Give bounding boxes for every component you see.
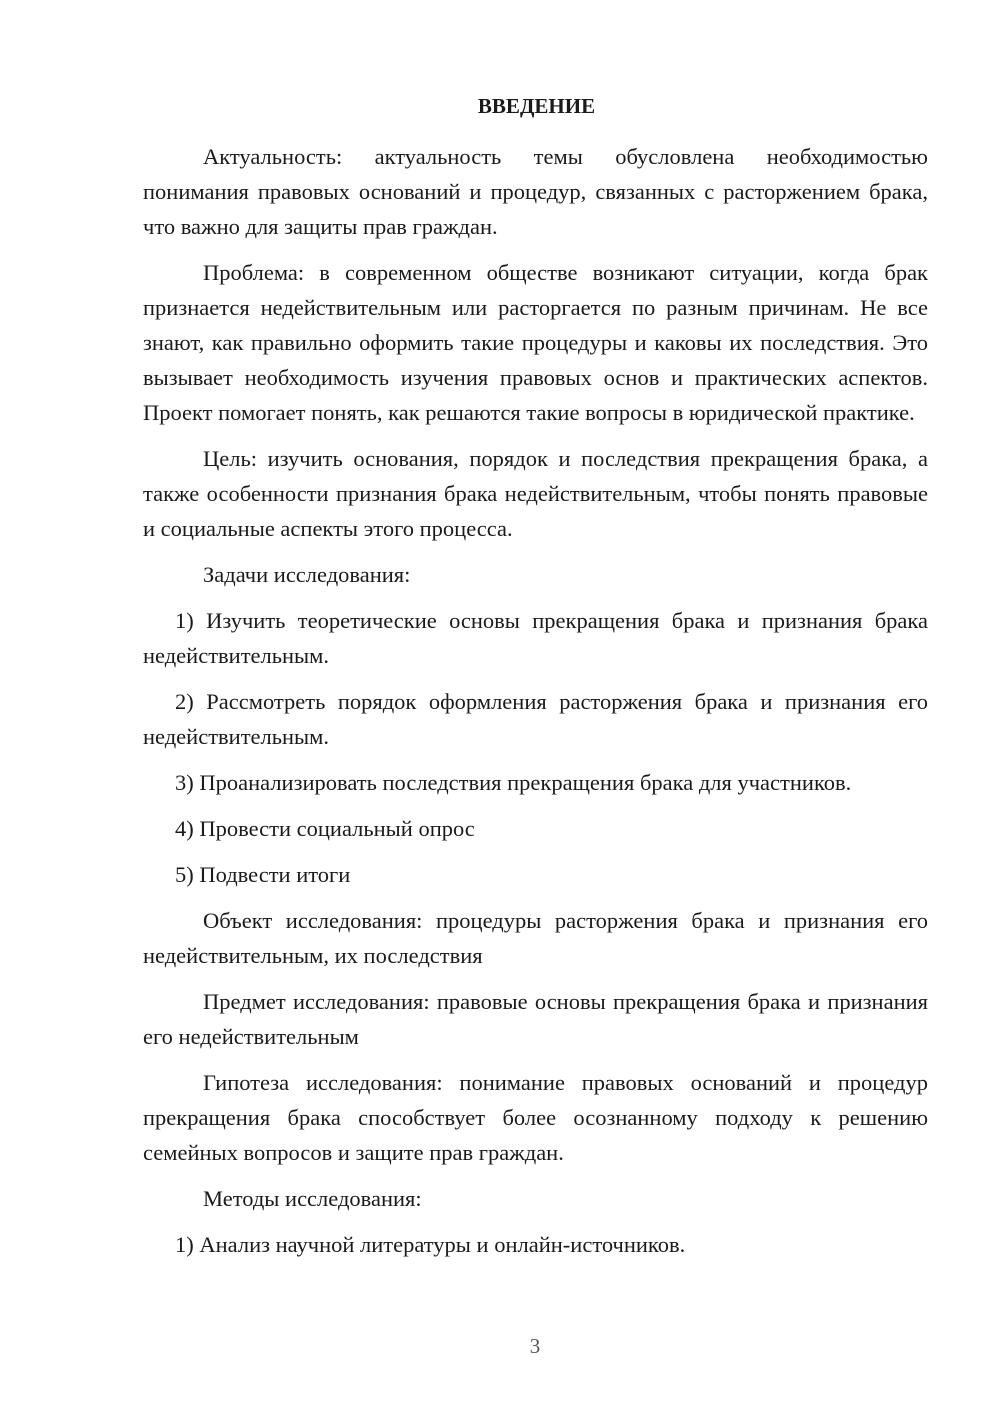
task-item-5: 5) Подвести итоги bbox=[175, 862, 351, 887]
task-item-3: 3) Проанализировать последствия прекращения брака для участников. bbox=[175, 770, 852, 795]
object-paragraph: Объект исследования: процедуры расторжения брака и признания его недействительным, их последствия bbox=[143, 908, 928, 968]
section-title: ВВЕДЕНИЕ bbox=[477, 94, 596, 118]
goal-paragraph: Цель: изучить основания, порядок и последствия прекращения брака, а также особенности признания брака недействительным, чтобы понять правовые и социальные аспекты этого процесса. bbox=[143, 446, 928, 541]
relevance-paragraph: Актуальность: актуальность темы обусловлена необходимостью понимания правовых оснований и процедур, связанных с расторжением брака, что важно для защиты прав граждан. bbox=[143, 144, 928, 239]
method-item-1: 1) Анализ научной литературы и онлайн-источников. bbox=[175, 1232, 686, 1257]
document-page bbox=[143, 92, 928, 1273]
problem-paragraph: Проблема: в современном обществе возникают ситуации, когда брак признается недействительным или расторгается по разным причинам. Не все знают, как правильно оформить такие процедуры и каковы их последствия. Это вызывает необходимость изучения правовых основ и практических аспектов. Проект помогает понять, как решаются такие вопросы в юридической практике. bbox=[143, 260, 928, 425]
hypothesis-paragraph: Гипотеза исследования: понимание правовых оснований и процедур прекращения брака способствует более осознанному подходу к решению семейных вопросов и защите прав граждан. bbox=[143, 1070, 928, 1165]
methods-heading: Методы исследования: bbox=[203, 1186, 422, 1211]
task-item-2: 2) Рассмотреть порядок оформления расторжения брака и признания его недействительным. bbox=[143, 689, 928, 749]
tasks-heading: Задачи исследования: bbox=[203, 562, 411, 587]
page-number: 3 bbox=[529, 1334, 541, 1358]
task-item-1: 1) Изучить теоретические основы прекращения брака и признания брака недействительным. bbox=[143, 608, 928, 668]
subject-paragraph: Предмет исследования: правовые основы прекращения брака и признания его недействительным bbox=[143, 989, 928, 1049]
task-item-4: 4) Провести социальный опрос bbox=[175, 816, 475, 841]
